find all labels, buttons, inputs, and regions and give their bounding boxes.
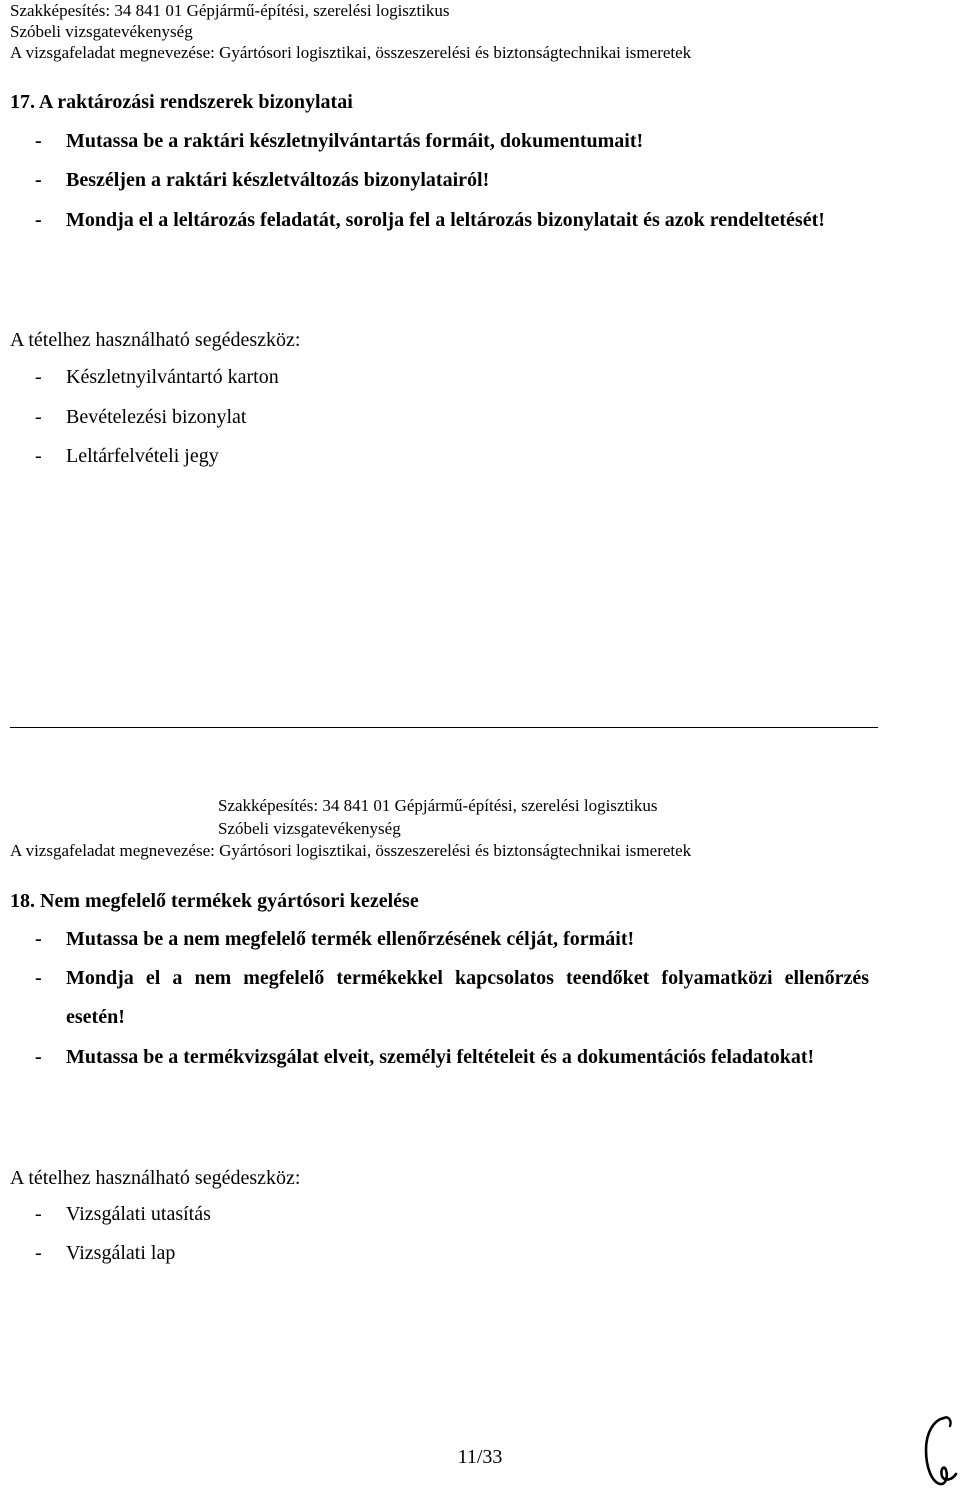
aid-text: Vizsgálati lap (66, 1242, 176, 1264)
bullet-text: Beszéljen a raktári készletváltozás bizonylatairól! (66, 169, 490, 191)
bullet-dash: - (35, 1046, 42, 1068)
bullet-dash: - (35, 366, 42, 388)
task-17-title: 17. A raktározási rendszerek bizonylatai (10, 91, 353, 113)
page-separator-line (10, 727, 878, 728)
aid-text: Vizsgálati utasítás (66, 1203, 211, 1225)
bullet-dash: - (35, 445, 42, 467)
task-17-aid (35, 398, 869, 437)
header-exam-type: Szóbeli vizsgatevékenység (10, 22, 193, 41)
header-task-name: A vizsgafeladat megnevezése: Gyártósori logisztikai, összeszerelési és biztonságtechnikai ismeretek (10, 43, 692, 62)
task-17-aid (35, 358, 869, 397)
task-17-bullet (35, 122, 869, 161)
task-17-aid (35, 437, 869, 476)
header-task-name: A vizsgafeladat megnevezése: Gyártósori logisztikai, összeszerelési és biztonságtechnikai ismeretek (10, 841, 692, 860)
task-18-aids-title: A tételhez használható segédeszköz: (10, 1167, 301, 1189)
bullet-dash: - (35, 209, 42, 231)
task-17-bullet (35, 201, 869, 240)
bullet-text: Mutassa be a termékvizsgálat elveit, személyi feltételeit és a dokumentációs feladatokat! (66, 1046, 815, 1068)
task-17-bullet (35, 161, 869, 200)
aid-text: Bevételezési bizonylat (66, 406, 247, 428)
bullet-text: Mondja el a leltározás feladatát, sorolja fel a leltározás bizonylatait és azok rendeltetését! (66, 209, 825, 231)
bullet-dash: - (35, 1242, 42, 1264)
bullet-dash: - (35, 130, 42, 152)
task-18-bullet (35, 1038, 869, 1077)
task-18-aid (35, 1195, 869, 1234)
aid-text: Leltárfelvételi jegy (66, 445, 219, 467)
bullet-text: Mutassa be a nem megfelelő termék ellenőrzésének célját, formáit! (66, 928, 635, 950)
task-18-aid (35, 1234, 869, 1273)
bullet-dash: - (35, 928, 42, 950)
bullet-dash: - (35, 169, 42, 191)
task-17-aids-title: A tételhez használható segédeszköz: (10, 329, 301, 351)
aid-text: Készletnyilvántartó karton (66, 366, 279, 388)
header-exam-type: Szóbeli vizsgatevékenység (218, 819, 401, 838)
page-number: 11/33 (457, 1446, 503, 1468)
header-qualification: Szakképesítés: 34 841 01 Gépjármű-építési, szerelési logisztikus (218, 796, 658, 815)
bullet-dash: - (35, 967, 42, 989)
bullet-dash: - (35, 406, 42, 428)
task-18-bullet (35, 959, 869, 1037)
bullet-dash: - (35, 1203, 42, 1225)
signature-mark (918, 1412, 958, 1488)
task-18-title: 18. Nem megfelelő termékek gyártósori kezelése (10, 890, 419, 912)
task-18-bullet (35, 920, 869, 959)
bullet-text: Mondja el a nem megfelelő termékekkel kapcsolatos teendőket folyamatközi ellenőrzés esetén! (66, 967, 869, 1028)
bullet-text: Mutassa be a raktári készletnyilvántartás formáit, dokumentumait! (66, 130, 644, 152)
header-qualification: Szakképesítés: 34 841 01 Gépjármű-építési, szerelési logisztikus (10, 1, 450, 20)
